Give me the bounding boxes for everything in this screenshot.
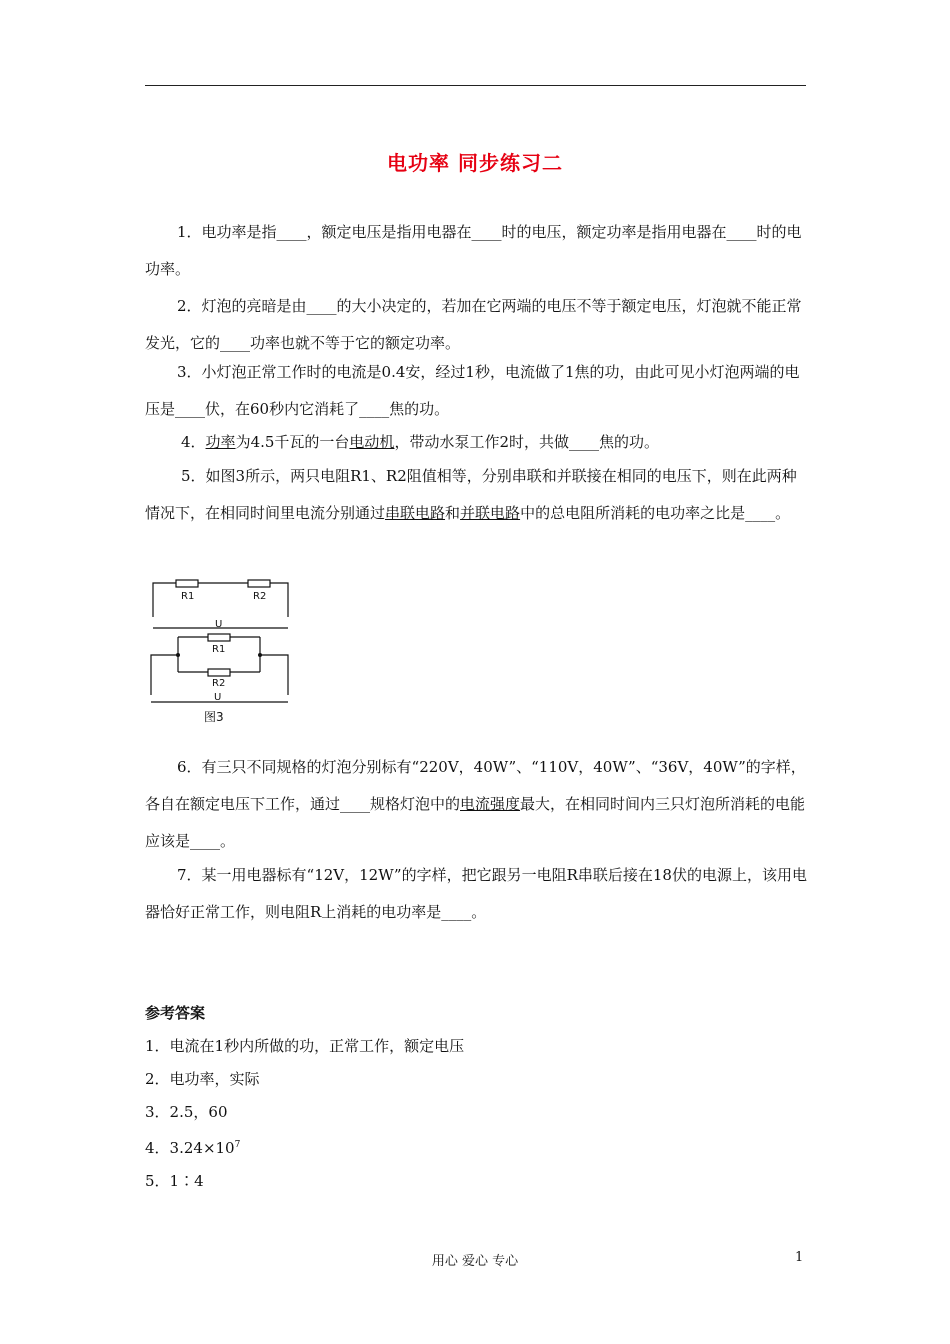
question-5-middle: 和 <box>445 504 461 522</box>
question-6-suffix: 最大，在相同时间内三只灯泡所消耗的电能应该是____。 <box>145 795 806 850</box>
series-wire-right <box>270 583 288 617</box>
question-5 <box>145 458 810 532</box>
question-3-text: 3．小灯泡正常工作时的电流是0.4安，经过1秒，电流做了1焦的功，由此可见小灯泡两端的电压是____伏，在60秒内它消耗了____焦的功。 <box>145 363 800 418</box>
figure-caption: 图3 <box>204 710 224 724</box>
question-7 <box>145 857 810 931</box>
parallel-wire-left <box>151 655 178 695</box>
header-rule <box>145 85 806 86</box>
link-parallel-circuit[interactable]: 并联电路 <box>460 504 521 522</box>
link-series-circuit[interactable]: 串联电路 <box>385 504 446 522</box>
junction-left <box>176 653 180 657</box>
page-number: 1 <box>795 1250 804 1265</box>
label-series-u: U <box>215 619 223 630</box>
figure-3-circuit-diagram <box>148 575 293 730</box>
question-4 <box>145 424 810 461</box>
answer-4 <box>145 1129 464 1165</box>
page-title: 电功率 同步练习二 <box>387 151 563 175</box>
answers-list <box>145 1030 464 1198</box>
question-2-text: 2．灯泡的亮暗是由____的大小决定的，若加在它两端的电压不等于额定电压，灯泡就不能正常发光，它的____功率也就不等于它的额定功率。 <box>145 297 802 352</box>
series-resistor-r1 <box>176 580 198 587</box>
answer-5: 5．1∶4 <box>145 1172 204 1190</box>
question-7-text: 7．某一用电器标有“12V，12W”的字样，把它跟另一电阻R串联后接在18伏的电源上，该用电器恰好正常工作，则电阻R上消耗的电功率是____。 <box>145 866 807 921</box>
series-wire-left <box>153 583 176 617</box>
answer-3: 3．2.5，60 <box>145 1103 228 1121</box>
label-series-r1: R1 <box>181 591 195 602</box>
footer-motto: 用心 爱心 专心 <box>431 1254 519 1269</box>
question-4-suffix: ，带动水泵工作2时，共做____焦的功。 <box>394 433 659 451</box>
question-6-prefix: 6．有三只不同规格的灯泡分别标有“220V，40W”、“110V，40W”、“36V，40W”的字样，各自在额定电压下工作，通过____规格灯泡中的 <box>145 758 806 813</box>
series-resistor-r2 <box>248 580 270 587</box>
question-5-suffix: 中的总电阻所消耗的电功率之比是____。 <box>520 504 791 522</box>
link-motor[interactable]: 电动机 <box>349 433 395 451</box>
answer-2: 2．电功率，实际 <box>145 1070 260 1088</box>
parallel-resistor-r1 <box>208 634 230 641</box>
parallel-wire-right <box>260 655 288 695</box>
label-series-r2: R2 <box>253 591 267 602</box>
link-power[interactable]: 功率 <box>205 433 236 451</box>
question-5-prefix: 5．如图3所示，两只电阻R1、R2阻值相等，分别串联和并联接在相同的电压下，则在此两种情况下，在相同时间里电流分别通过 <box>145 467 797 522</box>
question-2 <box>145 288 810 362</box>
link-current-intensity[interactable]: 电流强度 <box>460 795 521 813</box>
question-4-prefix: 4． <box>181 433 206 451</box>
question-4-middle: 为4.5千瓦的一台 <box>235 433 350 451</box>
label-parallel-r2: R2 <box>212 678 226 689</box>
question-1-text: 1．电功率是指____，额定电压是指用电器在____时的电压，额定功率是指用电器在____时的电功率。 <box>145 223 802 278</box>
answer-4-exponent: 7 <box>234 1140 241 1150</box>
label-parallel-u: U <box>214 692 222 703</box>
parallel-resistor-r2 <box>208 669 230 676</box>
question-3 <box>145 354 810 428</box>
junction-right <box>258 653 262 657</box>
answers-title: 参考答案 <box>145 1004 206 1022</box>
answer-4-base: 4．3.24×10 <box>145 1139 235 1157</box>
label-parallel-r1: R1 <box>212 644 226 655</box>
question-6 <box>145 749 810 860</box>
question-1 <box>145 214 810 288</box>
answer-1: 1．电流在1秒内所做的功，正常工作，额定电压 <box>145 1037 465 1055</box>
